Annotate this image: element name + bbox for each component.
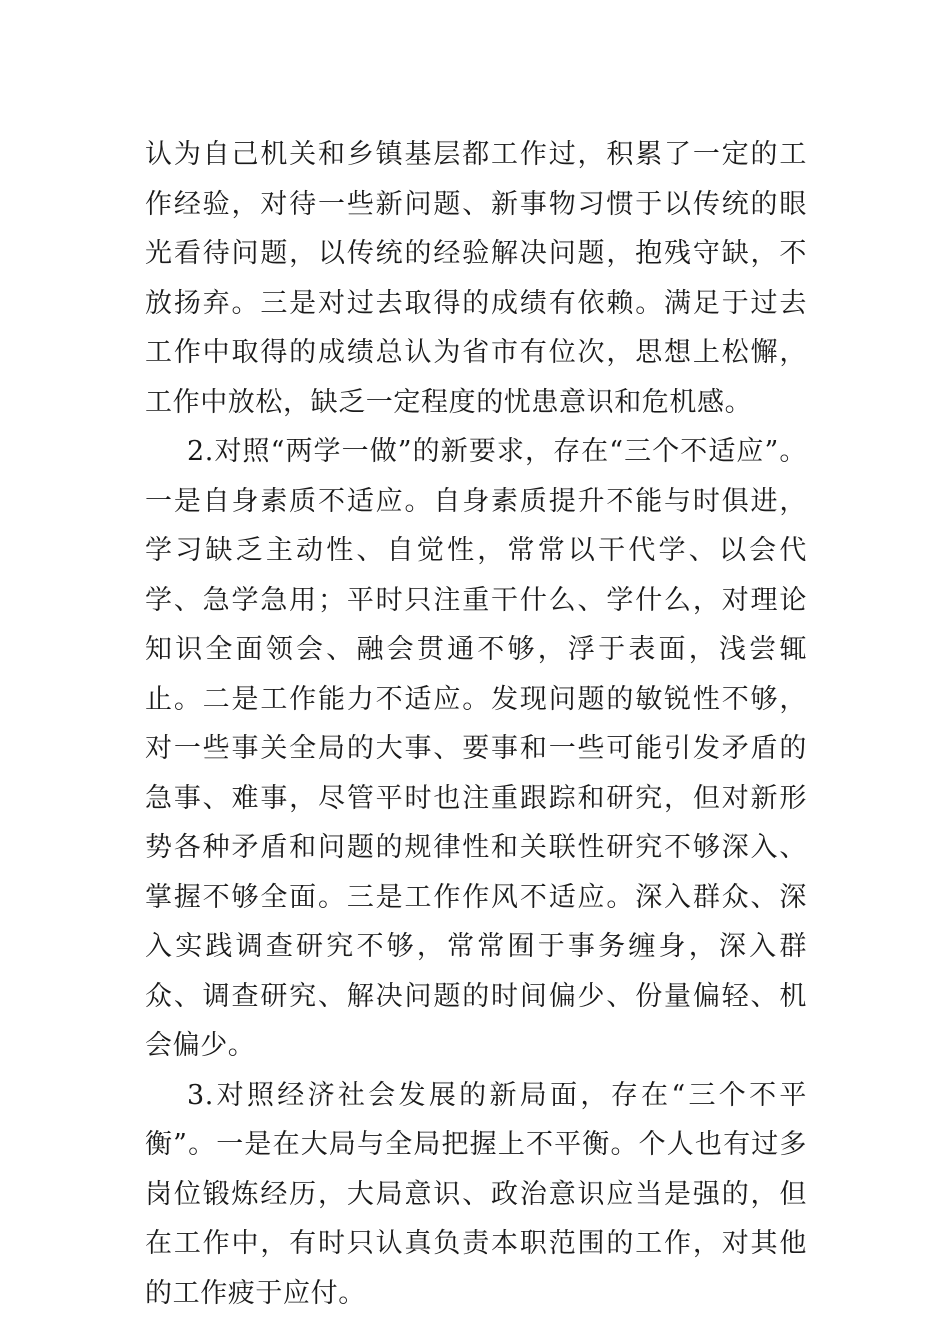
body-text bbox=[145, 130, 807, 1318]
paragraph-two-study-one-do: 2.对照“两学一做”的新要求，存在“三个不适应”。一是自身素质不适应。自身素质提升不能与时俱进，学习缺乏主动性、自觉性，常常以干代学、以会代学、急学急用；平时只注重干什么、学什么，对理论知识全面领会、融会贯通不够，浮于表面，浅尝辄止。二是工作能力不适应。发现问题的敏锐性不够，对一些事关全局的大事、要事和一些可能引发矛盾的急事、难事，尽管平时也注重跟踪和研究，但对新形势各种矛盾和问题的规律性和关联性研究不够深入、掌握不够全面。三是工作作风不适应。深入群众、深入实践调查研究不够，常常囿于事务缠身，深入群众、调查研究、解决问题的时间偏少、份量偏轻、机会偏少。 bbox=[145, 436, 807, 1061]
paragraph-economic-development: 3.对照经济社会发展的新局面，存在“三个不平衡”。一是在大局与全局把握上不平衡。个人也有过多岗位锻炼经历，大局意识、政治意识应当是强的，但在工作中，有时只认真负责本职范围的工作，对其他的工作疲于应付。 bbox=[145, 1079, 807, 1309]
paragraph-continuation: 认为自己机关和乡镇基层都工作过，积累了一定的工作经验，对待一些新问题、新事物习惯于以传统的眼光看待问题，以传统的经验解决问题，抱残守缺，不放扬弃。三是对过去取得的成绩有依赖。满足于过去工作中取得的成绩总认为省市有位次，思想上松懈，工作中放松，缺乏一定程度的忧患意识和危机感。 bbox=[145, 139, 807, 418]
